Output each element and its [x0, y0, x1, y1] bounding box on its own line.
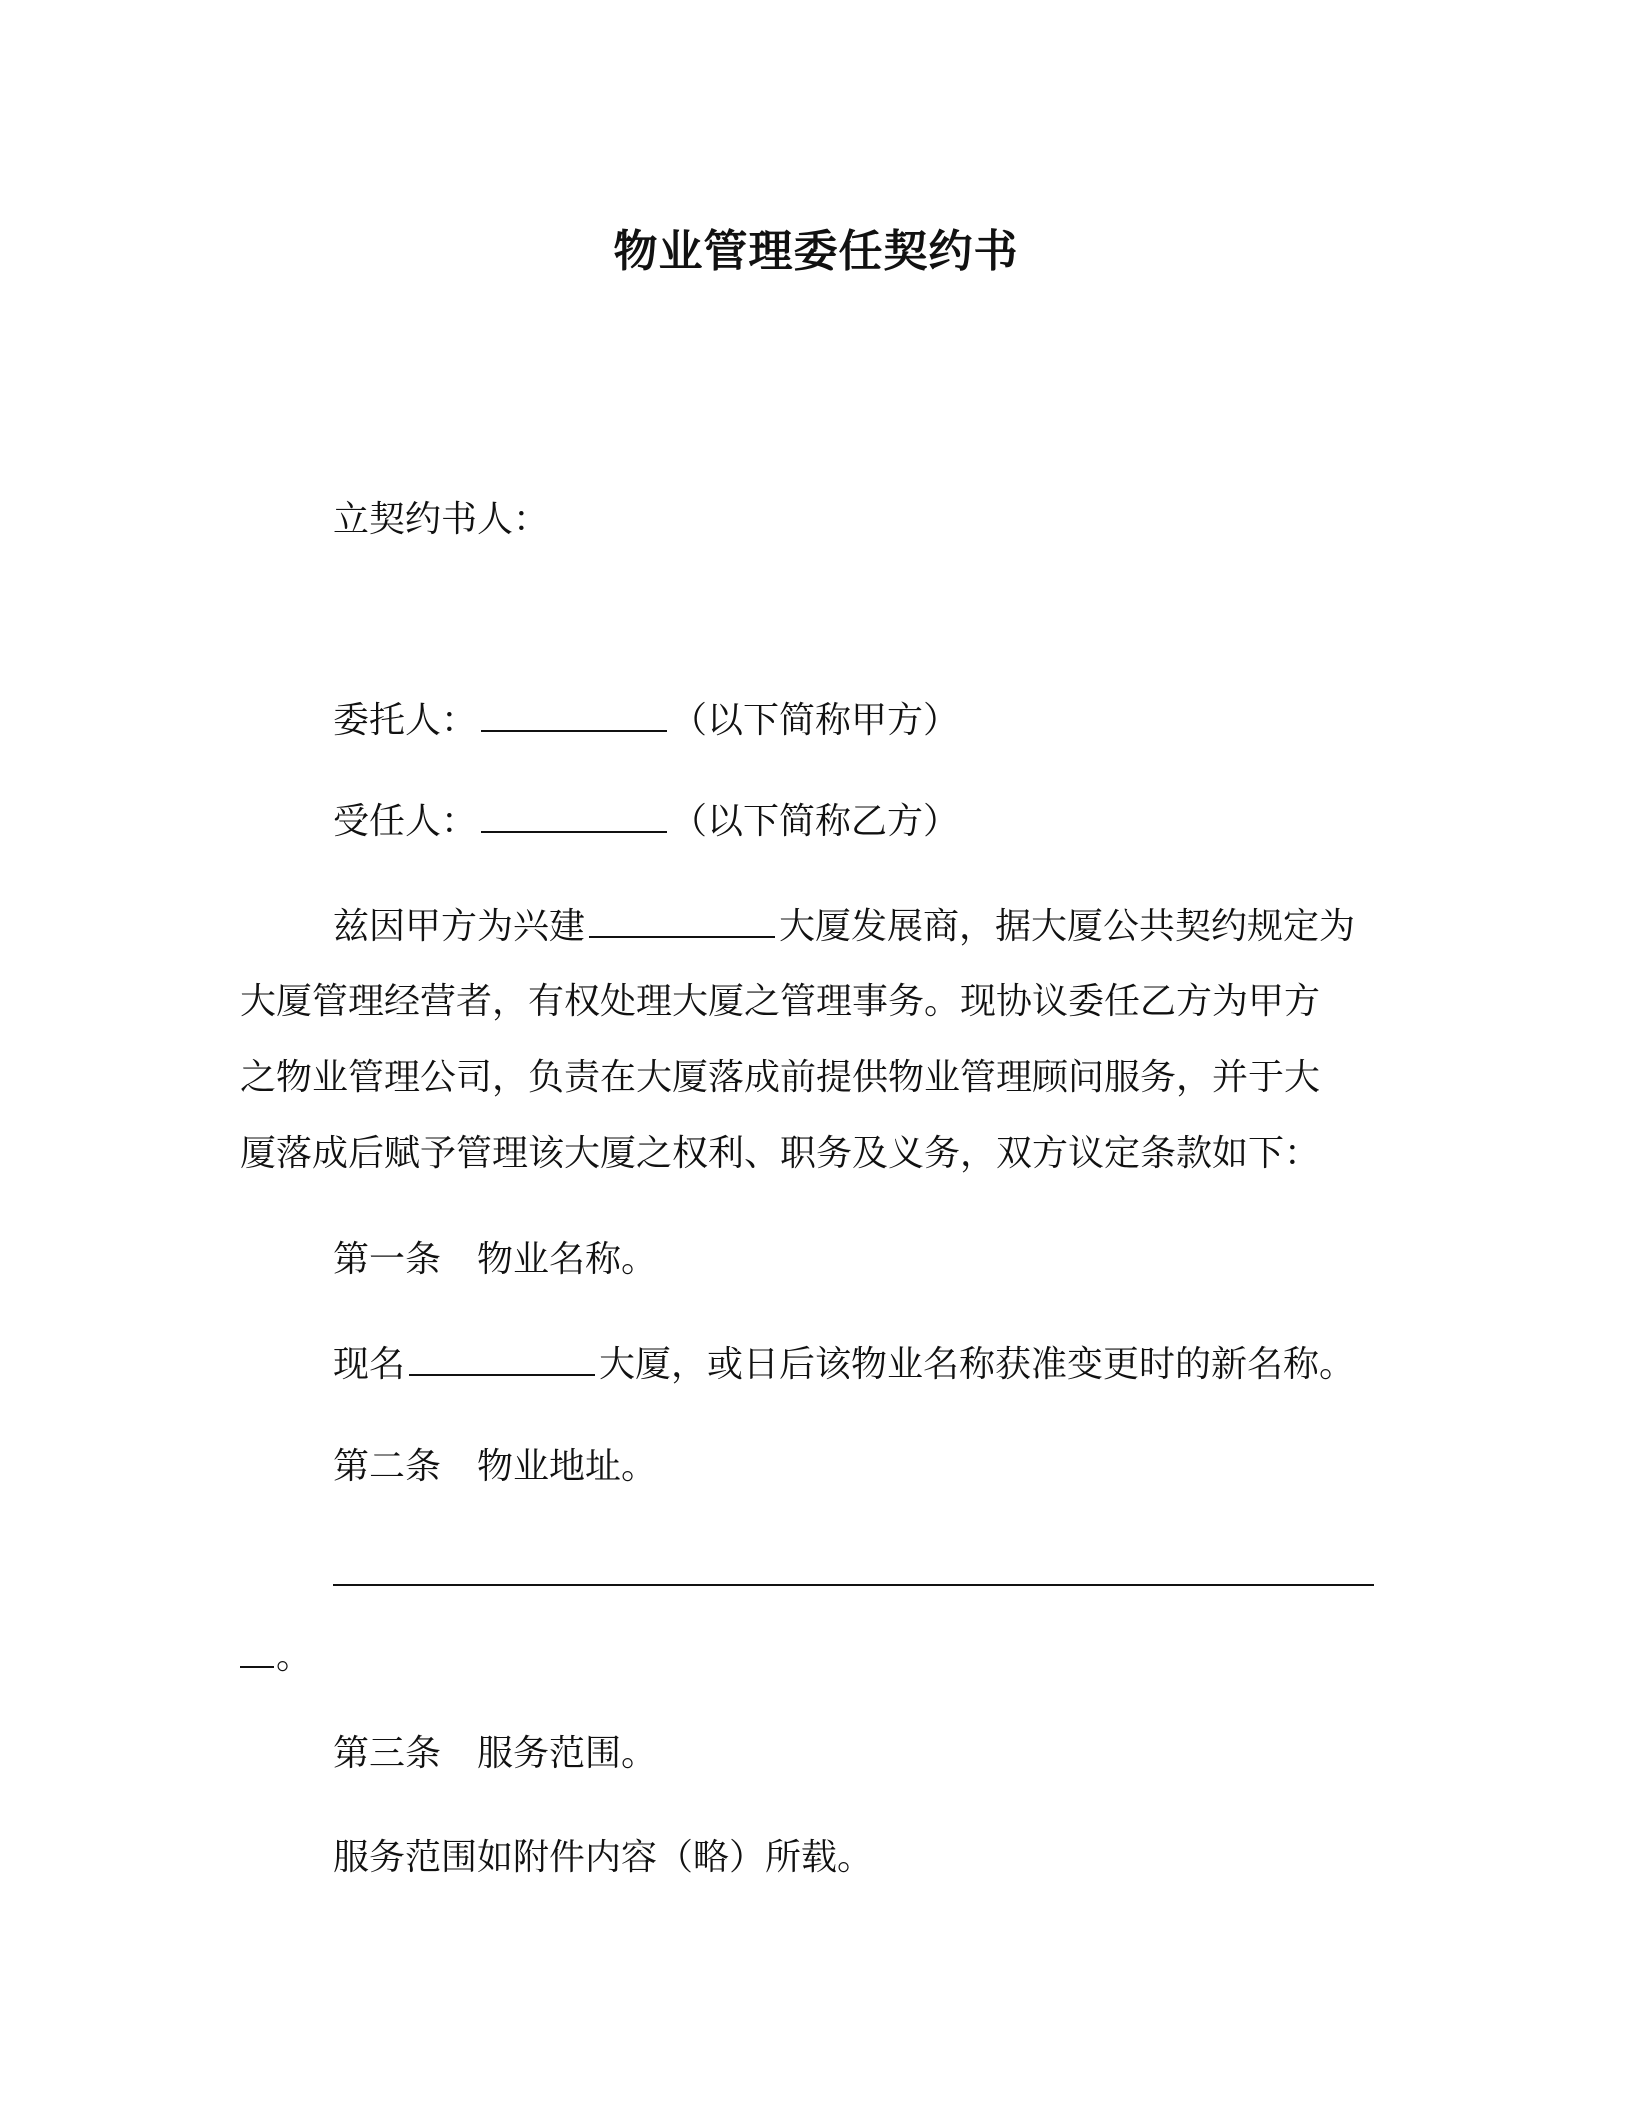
preamble-line-3: 之物业管理公司，负责在大厦落成前提供物业管理顾问服务，并于大 [240, 1057, 1321, 1098]
party-a-blank [481, 696, 667, 732]
article-2-heading: 第二条 物业地址。 [333, 1446, 658, 1487]
party-b-note: （以下简称乙方） [671, 801, 960, 842]
address-blank-tail [240, 1632, 274, 1668]
address-blank-rule [333, 1584, 1374, 1586]
article-1-text-before: 现名 [333, 1344, 406, 1385]
preamble-line-2: 大厦管理经营者，有权处理大厦之管理事务。现协议委任乙方为甲方 [240, 981, 1321, 1022]
document-title: 物业管理委任契约书 [613, 226, 1019, 277]
preamble-line-4: 厦落成后赋予管理该大厦之权利、职务及义务，双方议定条款如下： [240, 1133, 1321, 1174]
preamble-line-1 [333, 902, 1355, 951]
party-b-label: 受任人： [333, 801, 478, 842]
article-1-text-after: 大厦，或日后该物业名称获准变更时的新名称。 [599, 1344, 1356, 1385]
party-a-note: （以下简称甲方） [671, 700, 960, 741]
preamble-line-1-before: 兹因甲方为兴建 [333, 906, 586, 947]
article-1-heading: 第一条 物业名称。 [333, 1239, 658, 1280]
article-3-text: 服务范围如附件内容（略）所载。 [333, 1837, 874, 1878]
building-name-blank [589, 902, 775, 938]
preamble-line-1-after: 大厦发展商，据大厦公共契约规定为 [779, 906, 1356, 947]
party-b-blank [481, 797, 667, 833]
article-3-heading: 第三条 服务范围。 [333, 1733, 658, 1774]
signatories-heading: 立契约书人： [333, 499, 550, 540]
address-end-mark: 。 [276, 1636, 313, 1677]
current-name-blank [409, 1340, 595, 1376]
party-a-line [333, 696, 959, 745]
party-a-label: 委托人： [333, 700, 478, 741]
address-line-end [240, 1632, 312, 1681]
article-1-text [333, 1340, 1355, 1389]
party-b-line [333, 797, 959, 846]
